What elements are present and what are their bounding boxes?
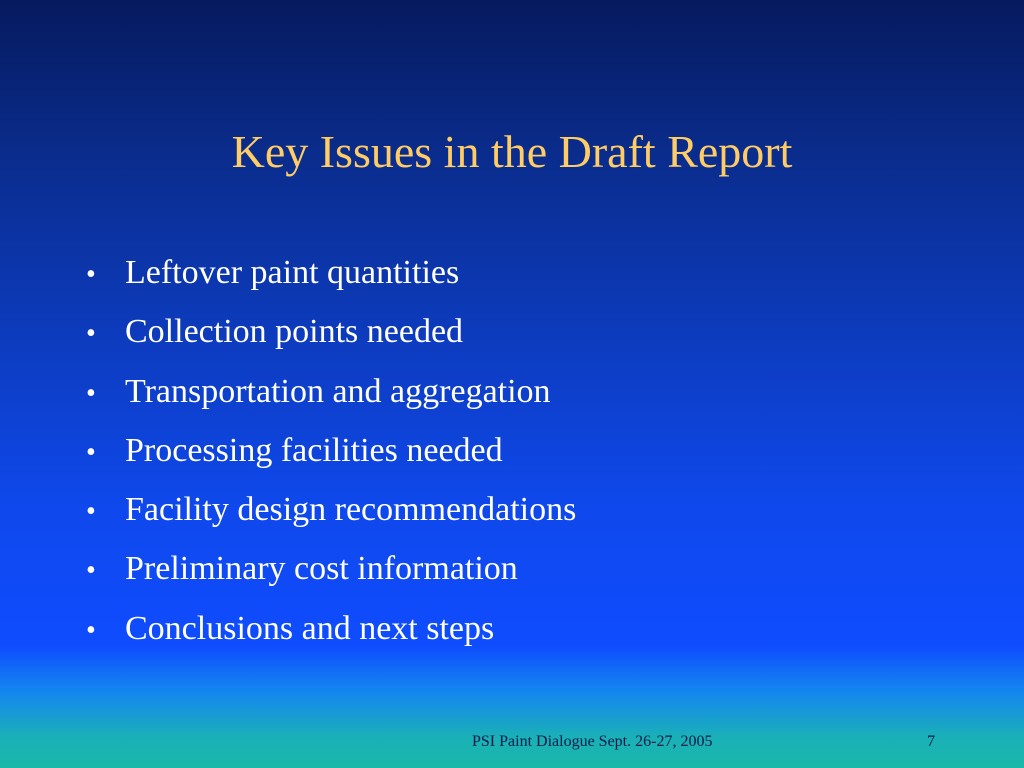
list-item <box>86 303 576 362</box>
bullet-icon: • <box>86 555 96 587</box>
bullet-icon: • <box>86 436 96 468</box>
bullet-icon: • <box>86 318 96 350</box>
bullet-text: Transportation and aggregation <box>125 372 551 410</box>
slide-title: Key Issues in the Draft Report <box>231 126 793 177</box>
bullet-text: Facility design recommendations <box>125 491 577 529</box>
bullet-text: Collection points needed <box>125 313 464 351</box>
bullet-text: Processing facilities needed <box>125 431 503 469</box>
footer-text: PSI Paint Dialogue Sept. 26-27, 2005 <box>472 733 713 750</box>
bullet-list <box>86 244 576 659</box>
bullet-text: Conclusions and next steps <box>125 609 495 647</box>
bullet-text: Preliminary cost information <box>125 550 518 588</box>
list-item <box>86 422 576 481</box>
list-item <box>86 363 576 422</box>
list-item <box>86 600 576 659</box>
bullet-icon: • <box>86 496 96 528</box>
list-item <box>86 540 576 599</box>
bullet-text: Leftover paint quantities <box>125 254 460 291</box>
bullet-icon: • <box>86 377 96 409</box>
bullet-icon: • <box>86 259 96 290</box>
list-item <box>86 244 576 303</box>
bullet-icon: • <box>86 614 96 646</box>
list-item <box>86 481 576 540</box>
page-number: 7 <box>927 733 935 750</box>
